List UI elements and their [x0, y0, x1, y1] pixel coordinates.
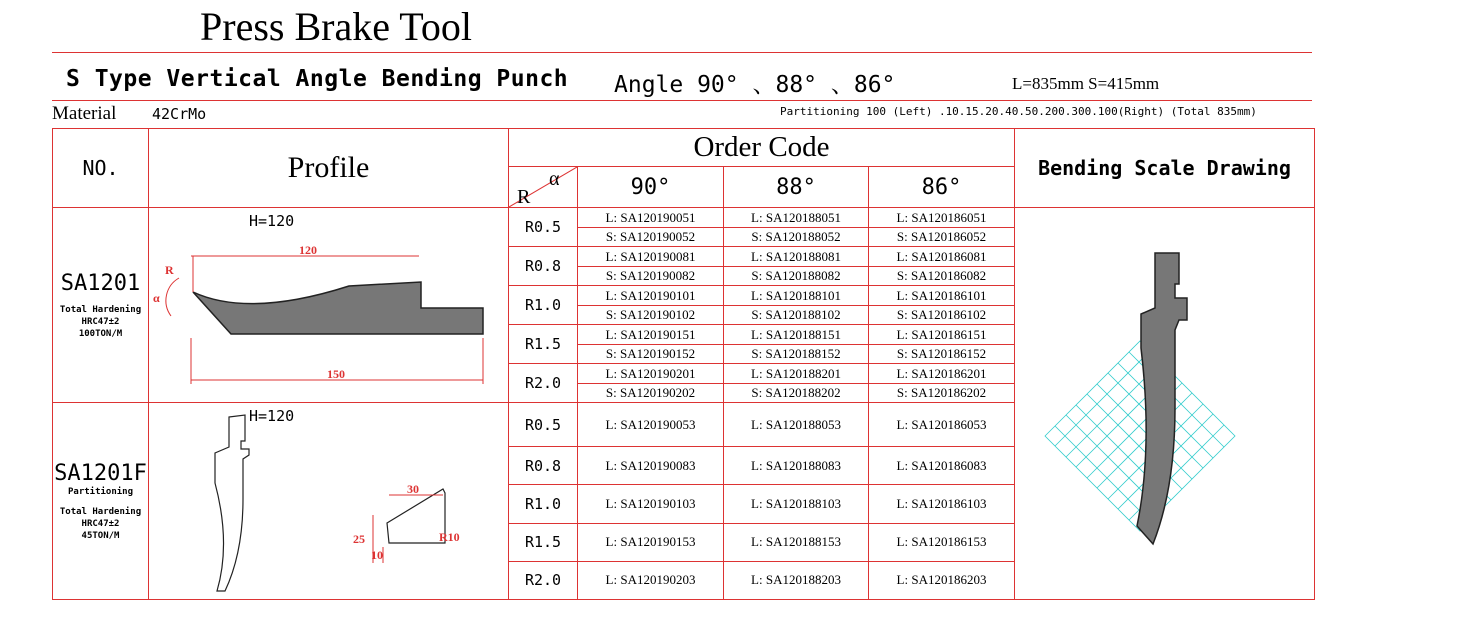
code-short: S: SA120190152	[605, 345, 696, 361]
header-order-code: Order Code	[509, 129, 1015, 167]
code-short: S: SA120188052	[751, 228, 841, 244]
model-sub: Partitioning	[67, 486, 134, 497]
order-code-cell: L: SA120186203	[869, 561, 1015, 599]
code-short: S: SA120186082	[896, 267, 987, 283]
code-short: S: SA120188102	[751, 306, 841, 322]
code-short: S: SA120190102	[605, 306, 696, 322]
code-long: L: SA120188081	[724, 248, 868, 267]
order-code-cell	[724, 247, 869, 286]
order-code-cell: L: SA120186083	[869, 447, 1015, 485]
model-name: SA1201F	[54, 460, 147, 486]
code-long: L: SA120186051	[869, 209, 1014, 228]
dim-120: 120	[299, 243, 317, 257]
profile-drawing-sa1201f	[149, 403, 509, 600]
order-code-cell	[724, 208, 869, 247]
r-value: R0.8	[509, 247, 578, 286]
header-angle-90: 90°	[578, 167, 724, 208]
order-code-cell: L: SA120190053	[578, 403, 724, 447]
order-code-cell	[578, 208, 724, 247]
code-long: L: SA120190051	[578, 209, 723, 228]
header-angle-88: 88°	[724, 167, 869, 208]
product-subtitle: S Type Vertical Angle Bending Punch	[66, 66, 569, 92]
code-long: L: SA120186201	[869, 365, 1014, 384]
code-short: S: SA120186102	[896, 306, 987, 322]
order-code-cell: L: SA120188083	[724, 447, 869, 485]
r-value: R1.5	[509, 523, 578, 561]
code-long: L: SA120188101	[724, 287, 868, 306]
r-value: R2.0	[509, 561, 578, 599]
header-angle-86: 86°	[869, 167, 1015, 208]
code-short: S: SA120188152	[751, 345, 841, 361]
model-detail: HRC47±2	[81, 518, 120, 529]
r-value: R0.5	[509, 403, 578, 447]
page-title: Press Brake Tool	[200, 4, 472, 49]
length-dims: L=835mm S=415mm	[1012, 74, 1160, 93]
height-label: H=120	[249, 212, 295, 230]
model-detail: HRC47±2	[81, 316, 120, 327]
code-long: L: SA120188051	[724, 209, 868, 228]
order-code-cell	[578, 364, 724, 403]
order-code-cell	[578, 325, 724, 364]
code-short: S: SA120186052	[896, 228, 987, 244]
order-code-cell	[578, 247, 724, 286]
code-short: S: SA120188202	[751, 384, 841, 400]
order-code-cell: L: SA120188103	[724, 485, 869, 523]
material-label: Material	[52, 103, 117, 124]
order-code-cell	[578, 286, 724, 325]
order-code-cell	[869, 325, 1015, 364]
order-code-cell: L: SA120190153	[578, 523, 724, 561]
r-label: R	[517, 186, 531, 207]
punch-outline-svg	[149, 403, 508, 593]
code-short: S: SA120188082	[751, 267, 841, 283]
model-cell-sa1201f	[53, 403, 149, 600]
table-row	[53, 208, 1315, 247]
model-detail: Total Hardening	[59, 506, 142, 517]
dim-10: 10	[371, 548, 383, 562]
order-code-cell: L: SA120188203	[724, 561, 869, 599]
bending-grid-svg	[1015, 208, 1314, 594]
r-value: R1.5	[509, 325, 578, 364]
order-code-cell	[869, 208, 1015, 247]
angle-list: Angle 90° 、88° 、86°	[614, 72, 896, 98]
order-code-cell	[724, 364, 869, 403]
spec-table	[52, 128, 1315, 600]
code-long: L: SA120188201	[724, 365, 868, 384]
header-profile: Profile	[149, 129, 509, 208]
order-code-cell: L: SA120186053	[869, 403, 1015, 447]
code-long: L: SA120190101	[578, 287, 723, 306]
alpha-label: α	[549, 168, 560, 190]
order-code-cell: L: SA120190103	[578, 485, 724, 523]
order-code-cell: L: SA120188053	[724, 403, 869, 447]
code-long: L: SA120190201	[578, 365, 723, 384]
order-code-cell: L: SA120186103	[869, 485, 1015, 523]
r-alpha-header	[509, 167, 578, 208]
code-long: L: SA120190081	[578, 248, 723, 267]
r-value: R0.8	[509, 447, 578, 485]
code-short: S: SA120190052	[605, 228, 696, 244]
r-value: R1.0	[509, 286, 578, 325]
order-code-cell	[724, 325, 869, 364]
order-code-cell: L: SA120190083	[578, 447, 724, 485]
r-value: R0.5	[509, 208, 578, 247]
r-value: R1.0	[509, 485, 578, 523]
order-code-cell: L: SA120186153	[869, 523, 1015, 561]
punch-profile-svg	[149, 208, 508, 402]
code-short: S: SA120186202	[896, 384, 987, 400]
code-long: L: SA120186081	[869, 248, 1014, 267]
order-code-cell: L: SA120188153	[724, 523, 869, 561]
header-bending-drawing: Bending Scale Drawing	[1015, 129, 1315, 208]
partition-note: Partitioning 100 (Left) .10.15.20.40.50.200.300.100(Right) (Total 835mm)	[780, 105, 1257, 118]
height-label: H=120	[249, 407, 295, 425]
model-detail: 100TON/M	[78, 328, 123, 339]
code-short: S: SA120190202	[605, 384, 696, 400]
code-short: S: SA120186152	[896, 345, 987, 361]
dim-r10: R10	[439, 530, 460, 544]
code-long: L: SA120186151	[869, 326, 1014, 345]
model-detail: Total Hardening	[59, 304, 142, 315]
dim-alpha: α	[153, 291, 160, 305]
material-value: 42CrMo	[152, 105, 207, 123]
r-value: R2.0	[509, 364, 578, 403]
dim-r: R	[165, 263, 174, 277]
model-detail: 45TON/M	[81, 530, 120, 541]
order-code-cell	[724, 286, 869, 325]
model-name: SA1201	[60, 270, 141, 296]
profile-drawing-sa1201	[149, 208, 509, 403]
code-long: L: SA120188151	[724, 326, 868, 345]
r-alpha-diagonal	[509, 167, 577, 207]
code-short: S: SA120190082	[605, 267, 696, 283]
bending-scale-drawing	[1015, 208, 1315, 600]
code-long: L: SA120186101	[869, 287, 1014, 306]
model-cell-sa1201	[53, 208, 149, 403]
order-code-cell: L: SA120190203	[578, 561, 724, 599]
dim-150: 150	[327, 367, 345, 381]
order-code-cell	[869, 364, 1015, 403]
order-code-cell	[869, 247, 1015, 286]
dim-30: 30	[407, 482, 419, 496]
header-no: NO.	[53, 129, 149, 208]
title-divider	[52, 52, 1312, 53]
dim-25: 25	[353, 532, 365, 546]
code-long: L: SA120190151	[578, 326, 723, 345]
order-code-cell	[869, 286, 1015, 325]
subtitle-divider	[52, 100, 1312, 101]
